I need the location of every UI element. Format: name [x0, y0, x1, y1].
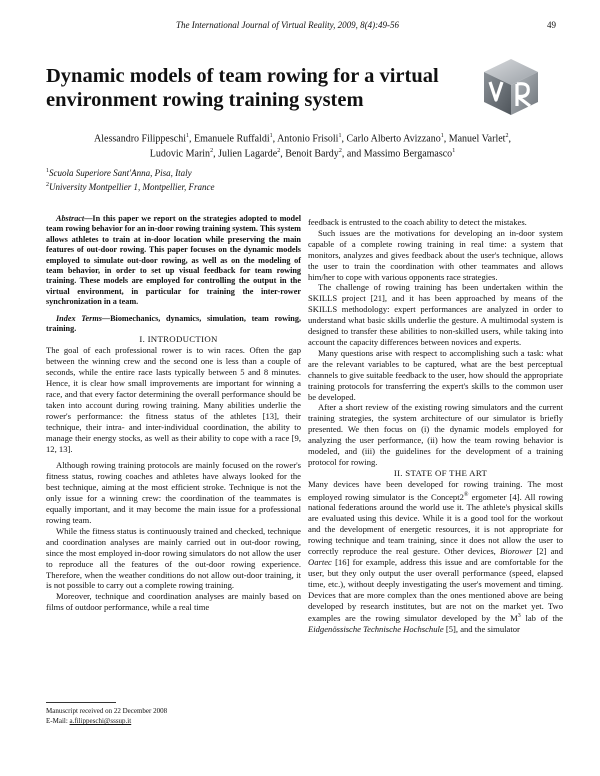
- author-name: Massimo Bergamasco: [363, 148, 453, 160]
- section-heading-state-of-the-art: II. STATE OF THE ART: [393, 467, 488, 478]
- index-terms-text: —Biomechanics, dynamics, simulation, team rowing, training.: [46, 313, 302, 334]
- paragraph: feedback is entrusted to the coach ability to detect the mistakes.: [308, 217, 527, 227]
- index-terms: [46, 314, 301, 335]
- paragraph: Such issues are the motivations for developing an in-door system capable of a complete rowing training in real time: a system that monitors, analyzes and gives feedback about the user's technique, allows the user to train the coordination with other teammates and allows him/her to cope with various opponents race strategies.: [308, 227, 563, 282]
- author-name: Emanuele Ruffaldi: [193, 133, 270, 145]
- paragraph: Moreover, technique and coordination analyses are mainly based on films of outdoor performance, while a real time: [46, 591, 301, 613]
- affiliation-2: $^2$University Montpellier 1, Montpellier, France: [46, 181, 215, 192]
- section-heading-introduction: I. INTRODUCTION: [139, 334, 218, 345]
- abstract: [46, 214, 301, 308]
- right-column: [308, 217, 563, 635]
- author-affiliation-mark: 2: [210, 148, 214, 155]
- paragraph: The goal of each professional rower is to win races. Often the gap between the winning crew and the second one is less than a couple of seconds, while the entire race lasts typically between 5 and 8 minutes. Hence, it is clear how small improvements are important for winning a race, and that every factor determining the overall performance should be taken into account during rowing training. Many abilities underlie the rower's performance: the fitness status of the athletes [13], their technique, their intra- and inter-individual coordination, the ability to manage their energy stocks, as well as their ability to cope with a race [9, 12, 13].: [46, 345, 301, 454]
- author-affiliation-mark: 2: [338, 148, 342, 155]
- footnote: [46, 702, 301, 726]
- author-name: Manuel Varlet: [448, 133, 506, 145]
- abstract-label: Abstract: [56, 214, 85, 223]
- author-name: Carlo Alberto Avizzano: [346, 133, 441, 145]
- author-name: Antonio Frisoli: [277, 133, 339, 145]
- left-column: [46, 214, 301, 613]
- author-name: Alessandro Filippeschi: [94, 133, 186, 145]
- author-email-link[interactable]: a.filippeschi@sssup.it: [69, 717, 132, 725]
- author-list: [40, 130, 565, 161]
- author-affiliation-mark: 1: [338, 133, 342, 139]
- author-line-2: Ludovic Marin$^2$, Julien Lagarde$^2$, Benoit Bardy$^2$, and Massimo Bergamasco$^1$: [149, 148, 456, 160]
- ijvr-cube-logo-icon: [480, 56, 542, 118]
- affiliations: [46, 166, 346, 193]
- paragraph: The challenge of rowing training has been undertaken within the SKILLS project [21], and it has been approached by means of the SKILLS methodology: expert performances are analyzed in order to understand what basic skills underlie the gesture. A multimodal system is designed to transfer these abilities to non-skilled users, while taking into account the capacity differences between novices and experts.: [308, 282, 563, 347]
- abstract-text: —In this paper we report on the strategies adopted to model team rowing behavior for an in-door rowing training system. This system allows athletes to train at in-door location while preserving the main features of out-door rowing. This paper focuses on the dynamic models employed to simulate out-door rowing, as well as on the modeling of team behavior, in order to set up visual feedback for team rowing training. These models are employed for controlling the output in the virtual environment, in particular for training the inter-rower synchronization in a team.: [46, 214, 301, 307]
- author-name: Ludovic Marin: [149, 148, 211, 160]
- email-line: E-Mail: a.filippeschi@sssup.it: [46, 717, 132, 725]
- author-affiliation-mark: 1: [452, 148, 456, 155]
- affiliation-1: $^1$Scuola Superiore Sant'Anna, Pisa, Italy: [46, 168, 192, 178]
- author-affiliation-mark: 1: [440, 133, 444, 139]
- footnote-rule: [46, 702, 116, 703]
- author-affiliation-mark: 1: [185, 133, 189, 139]
- manuscript-received: Manuscript received on 22 December 2008: [46, 707, 168, 715]
- author-name: Benoit Bardy: [285, 148, 339, 160]
- paragraph: Although rowing training protocols are mainly focused on the rower's fitness status, rowing coaches and athletes have always looked for the best technique, aiming at the most efficient stroke. Technique is not the only issue for a winning crew: the coordination of the teammates is equally important, and it may become the main issue for a professional rowing team.: [46, 460, 301, 525]
- author-line-1: Alessandro Filippeschi$^1$, Emanuele Ruffaldi$^1$, Antonio Frisoli$^1$, Carlo Alberto Avizzano$^1$, Manuel Varlet$^2$,: [94, 133, 511, 145]
- index-terms-label: Index Terms: [56, 313, 102, 323]
- paragraph: After a short review of the existing rowing simulators and the current training strategies, the system architecture of our simulator is briefly presented. We then focus on (i) the dynamic models employed for analyzing the user performance, (ii) how the team rowing behavior is modeled, and (iii) the guidelines for the development of a training protocol for rowing.: [308, 402, 563, 467]
- paragraph-state-of-the-art: Many devices have been developed for rowing training. The most employed rowing simulator is the Concept2® ergometer [4]. All rowing national federations around the world use it. The athlete's physical skills are evaluated using this device. While it is a good tool for the workout and the development of energetic resources, it is not appropriate for rowing technique and team training, since it does not allow the user to correctly reproduce the real gesture. Other devices, Biorower [2] and Oartec [16] for example, address this issue and are comfortable for the user, but they only output the user overall performance (speed, elapsed time, etc.), without deeply investigating the user's movement and timing. Devices that are more complex than the ones mentioned above are being developed by research institutes, but are not on the market yet. Two examples are the rowing simulator developed by the $M^3$ lab of the Eidgenössische Technische Hochschule [5], and the simulator: [308, 478, 563, 635]
- paragraph: While the fitness status is continuously trained and checked, technique and coordination analyses are mainly carried out in out-door rowing, since the most employed in-door rowing simulators do not allow the user to reproduce all the features of the out-door rowing experience. Therefore, when the weather conditions do not allow out-door training, it is not possible to carry out a complete rowing training.: [46, 525, 301, 591]
- page-number: 49: [547, 20, 556, 30]
- paper-title: Dynamic models of team rowing for a virtual environment rowing training system: [46, 65, 439, 111]
- author-affiliation-mark: 1: [269, 133, 273, 139]
- author-affiliation-mark: 2: [505, 133, 509, 139]
- author-name: Julien Lagarde: [218, 148, 278, 160]
- paragraph: Many questions arise with respect to accomplishing such a task: what are the relevant variables to be captured, what are the best perceptual channels to give suitable feedback to the user, how should the appropriate training protocols for transferring the expert's skills to the common user be developed.: [308, 347, 563, 402]
- journal-citation: The International Journal of Virtual Reality, 2009, 8(4):49-56: [176, 20, 400, 30]
- author-affiliation-mark: 2: [277, 148, 281, 155]
